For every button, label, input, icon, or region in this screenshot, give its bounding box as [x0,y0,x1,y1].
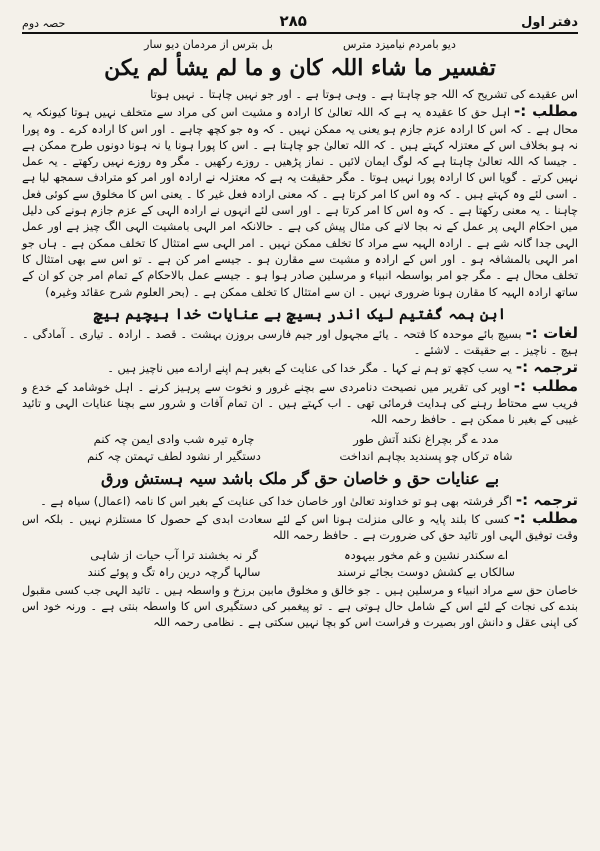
book-volume: دفتر اول [521,15,578,30]
verse-line: شاہ ترکاں چو پسندید بچاہم انداخت [339,448,513,463]
page-number: ۲۸۵ [279,12,307,30]
verse-line: سالکاں بے کشش دوست بجائے نرسند [337,564,515,579]
verse-line: سالہا گرچہ درین راہ تگ و پوئے کنند [87,564,261,579]
subtitle-verse [22,38,578,51]
subtitle-left: بل بترس از مردمان دیو سار [144,38,273,51]
paragraph-label: ترجمہ :- [515,490,578,509]
paragraph-label: مطلب :- [513,376,578,395]
content-body [22,87,578,631]
paragraph-text: اس عقیدے کی تشریح کہ اللہ جو چاہتا ہے ۔ وہی ہوتا ہے ۔ اور جو نہیں چاہتا ۔ نہیں ہوتا [150,88,578,101]
paragraph-text: بسیچ بائے موحدہ کا فتحہ ۔ یائے مجہول اور جیم فارسی بروزن بہشت ۔ قصد ۔ ارادہ ۔ تیاری ۔ آمادگی ۔ ہیچ ۔ ناچیز ۔ بے حقیقت ۔ لاشئے ۔ [22,327,578,358]
paragraph [22,583,578,632]
paragraph [22,492,578,510]
subtitle-right: دیو بامردم نیامیزد مترس [343,38,456,51]
paragraph-text: کسی کا بلند پایہ و عالی منزلت ہونا اس کے لئے سعادت ابدی کے حصول کا مستلزم نہیں ۔ بلکہ اس وقت توفیق الہی اور تائید حق کی ضرورت ہے ۔ حافظ رحمہ اللہ [22,512,578,543]
persian-verse: بے عنایات حق و خاصان حق گر ملک باشد سیہ ہستش ورق [100,468,500,488]
header-rule [22,32,578,34]
verse-line: گر نہ بخشند ترا آب حیات از شاہی [90,547,258,562]
paragraph-text: خاصان حق سے مراد انبیاء و مرسلین ہیں ۔ جو خالق و مخلوق مابین برزخ و واسطہ ہیں ۔ تائید الہی جب کسی مقبول بندے کی نجات کے لئے اس کے شامل حال ہوتی ہے ۔ تو پیغمبر کی دستگیری اس کا واسطہ بنتی ہے ۔ ورنہ خود اس کی اپنی عقل و دانش اور بصیرت و فراست اس کو بچا نہیں سکتی ہے ۔ نظامی رحمہ اللہ [22,583,578,630]
verse-line: چارہ تیرہ شب وادی ایمن چہ کنم [93,431,255,446]
verse-line: اے سکندر نشین و غم مخور بیہودہ [343,547,509,562]
paragraph [22,87,578,103]
paragraph [22,378,578,429]
paragraph-label: ترجمہ :- [515,358,578,377]
paragraph-text: اہل حق کا عقیدہ یہ ہے کہ اللہ تعالیٰ کا ارادہ و مشیت اس کی مراد سے متخلف نہیں ہوتا کیونکہ یہ محال ہے ۔ کہ اس کا ارادہ عزم جازم ہو یعنی یہ ممکن نہیں ۔ کہ وہ جو کچھ چاہے ۔ اور اس کا ارادہ کرے ۔ وہ پورا نہ ہو بخلاف اس کے معتزلہ کہتے ہیں ۔ کہ اللہ تعالیٰ جو چاہتا ہے ۔ اس کا پورا ہونا یا نہ ہونا دونوں طرح ممکن ہے ۔ جیسا کہ اللہ تعالیٰ چاہتا ہے کہ لوگ ایمان لائیں ۔ نماز پڑھیں ۔ روزے رکھیں ۔ مگر وہ روزے نہیں رکھتے ۔ یہ عمل نہیں کرتے ۔ گویا اس کا ارادہ پورا نہیں ہوتا ۔ مگر حقیقت یہ ہے کہ معتزلہ نے ارادہ اور امر کو مترادف سمجھ لیا ہے ۔ اسی لئے وہ کہتے ہیں ۔ کہ وہ اس کا امر کرتا ہے ۔ کہ معنی ارادہ فعل غیر کا ۔ یعنی اس کا مخلوق سے کوئی فعل چاہنا ۔ یہ معنی رکھتا ہے ۔ کہ وہ اس کا امر کرتا ہے ۔ اور اسی لئے انہوں نے ارادہ الہی کے عزم جازم ہونے کی دلیل میں احکام الہی پر عمل کے نہ بجا لانے کی مثال پیش کی ہے ۔ حالانکہ امر الہی بامشیت الہی الگ چیز ہے اور عمل الہی جدا گانہ شے ہے ۔ ارادہ الہیہ سے مراد کا تخلف ممکن نہیں ۔ امر الہی سے امتثال کا تخلف ممکن ہے ۔ ہاں جو امر الہی بالمشافہ ہو ۔ اور اس کے ارادہ و مشیت سے مقارن ہو ۔ جیسے امر کن ہے ۔ تو اس سے بھی امتثال کا تخلف محال ہے ۔ مگر جو امر بواسطہ انبیاء و مرسلین صادر ہوا ہو ۔ جیسے عمل بالاحکام کے تمام امر جن کو ان کے ساتھ ارادہ الہیہ کا مقارن ہونا ضروری نہیں ۔ ان سے امتثال کا تخلف ممکن ہے ۔ (بحر العلوم شرح عقائد وغیرہ) [22,106,578,299]
paragraph-label: لغات :- [525,323,578,342]
paragraph-text: یہ سب کچھ تو ہم نے کہا ۔ مگر خدا کی عنایت کے بغیر ہم اپنے ارادے میں ناچیز ہیں ۔ [107,362,512,376]
section-title: تفسیر ما شاء اللہ کان و ما لم یشأ لم یکن [104,55,496,81]
paragraph-text: اوپر کی تقریر میں نصیحت دنامردی سے بچنے غرور و نخوت سے پرہیز کرنے ۔ اہل خوشامد کے خدع و فریب سے محتاط رہنے کی ہدایت فرمائی تھی ۔ اب کہتے ہیں ۔ ان تمام آفات و شرور سے بچنا عنایات الہی و تائید غیبی کے بغیر نا ممکن ہے ۔ حافظ رحمہ اللہ [22,380,578,427]
paragraph-label: مطلب :- [513,508,578,527]
paragraph [22,103,578,301]
verse-couplets [22,429,578,467]
persian-verse: ابن ہمہ گفتیم لیک اندر بسیچ بے عنایات خدا ہیچیم ہیچ [93,304,507,323]
verse-line: دستگیر ار نشود لطف تہمتن چہ کنم [87,448,261,463]
paragraph [22,510,578,545]
paragraph-text: اگر فرشتہ بھی ہو تو خداوند تعالیٰ اور خاصان خدا کی عنایت کے بغیر اس کا نامہ (اعمال) سیاہ ہے ۔ [40,494,512,508]
book-part: حصہ دوم [22,17,66,30]
paragraph [22,359,578,377]
paragraph [22,325,578,360]
verse-line: مدد ے گر بچراغ نکند آتش طور [353,431,499,446]
page-header [22,6,578,30]
paragraph-label: مطلب :- [513,102,578,121]
verse-couplets [22,545,578,583]
